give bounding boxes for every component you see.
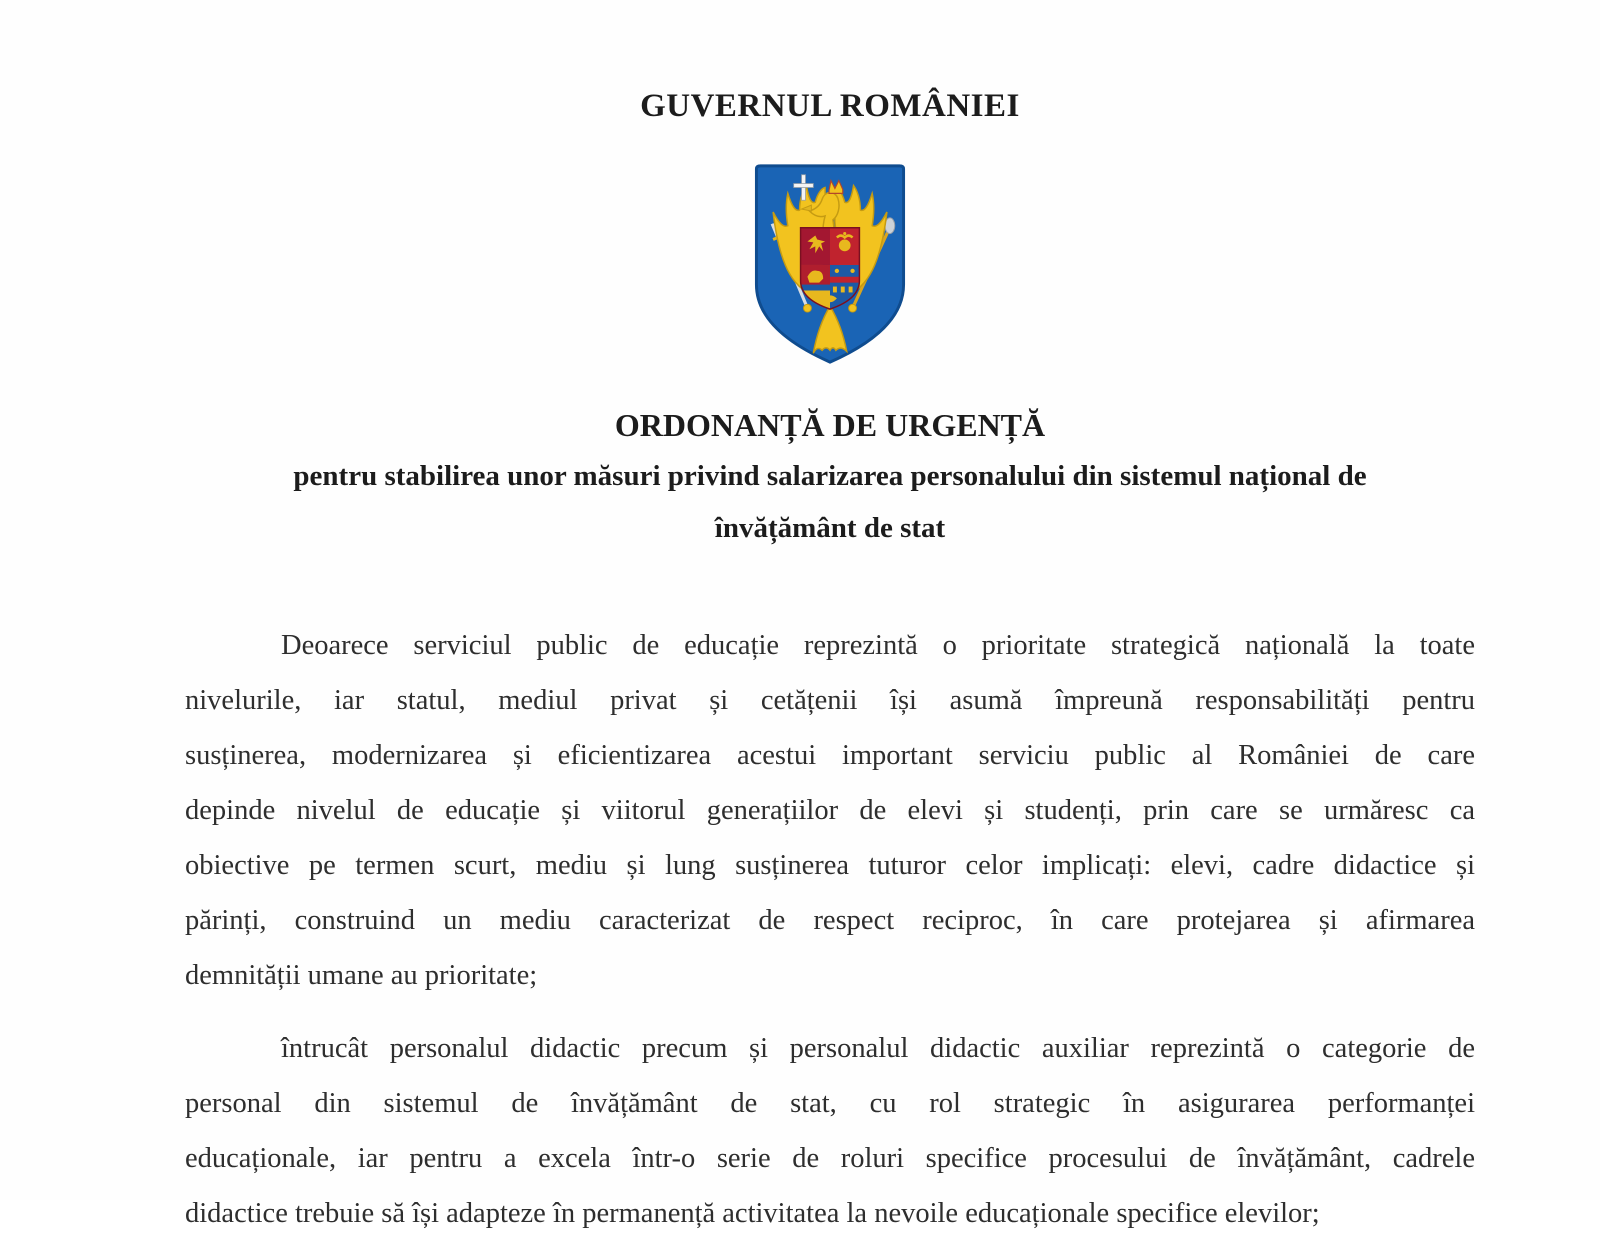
text-line: întrucât personalul didactic precum și personalul didactic auxiliar reprezintă o categorie de xyxy=(281,1033,1475,1064)
text-line: Deoarece serviciul public de educație reprezintă o prioritate strategică națională la toate xyxy=(281,630,1475,661)
document-subtitle-line-2: învățământ de stat xyxy=(714,512,946,544)
text-line: depinde nivelul de educație și viitorul generațiilor de elevi și studenți, prin care se urmăresc ca xyxy=(185,795,1475,826)
document-header-title: GUVERNUL ROMÂNIEI xyxy=(640,88,1020,124)
text-line: părinți, construind un mediu caracterizat de respect reciproc, în care protejarea și afirmarea xyxy=(185,905,1475,936)
document-body xyxy=(185,618,1475,1241)
text-line: personal din sistemul de învățământ de stat, cu rol strategic în asigurarea performanței xyxy=(185,1088,1475,1119)
romania-coat-of-arms-icon xyxy=(746,161,914,367)
document-title: ORDONANȚĂ DE URGENȚĂ xyxy=(614,407,1046,443)
document-subtitle-line-1: pentru stabilirea unor măsuri privind salarizarea personalului din sistemul național de xyxy=(293,460,1367,492)
emblem-container xyxy=(185,161,1475,367)
document-subtitle xyxy=(185,450,1475,554)
text-line: susținerea, modernizarea și eficientizarea acestui important serviciu public al României de care xyxy=(185,740,1475,771)
text-line: educaționale, iar pentru a excela într-o serie de roluri specifice procesului de învățământ, cadrele xyxy=(185,1143,1475,1174)
text-line: obiective pe termen scurt, mediu și lung susținerea tuturor celor implicați: elevi, cadre didactice și xyxy=(185,850,1475,881)
text-line: didactice trebuie să își adapteze în permanență activitatea la nevoile educaționale specifice elevilor; xyxy=(185,1198,1320,1229)
text-line: demnității umane au prioritate; xyxy=(185,960,538,991)
paragraph-2 xyxy=(185,1021,1475,1241)
text-line: nivelurile, iar statul, mediul privat și cetățenii își asumă împreună responsabilități pentru xyxy=(185,685,1475,716)
paragraph-1 xyxy=(185,618,1475,1003)
